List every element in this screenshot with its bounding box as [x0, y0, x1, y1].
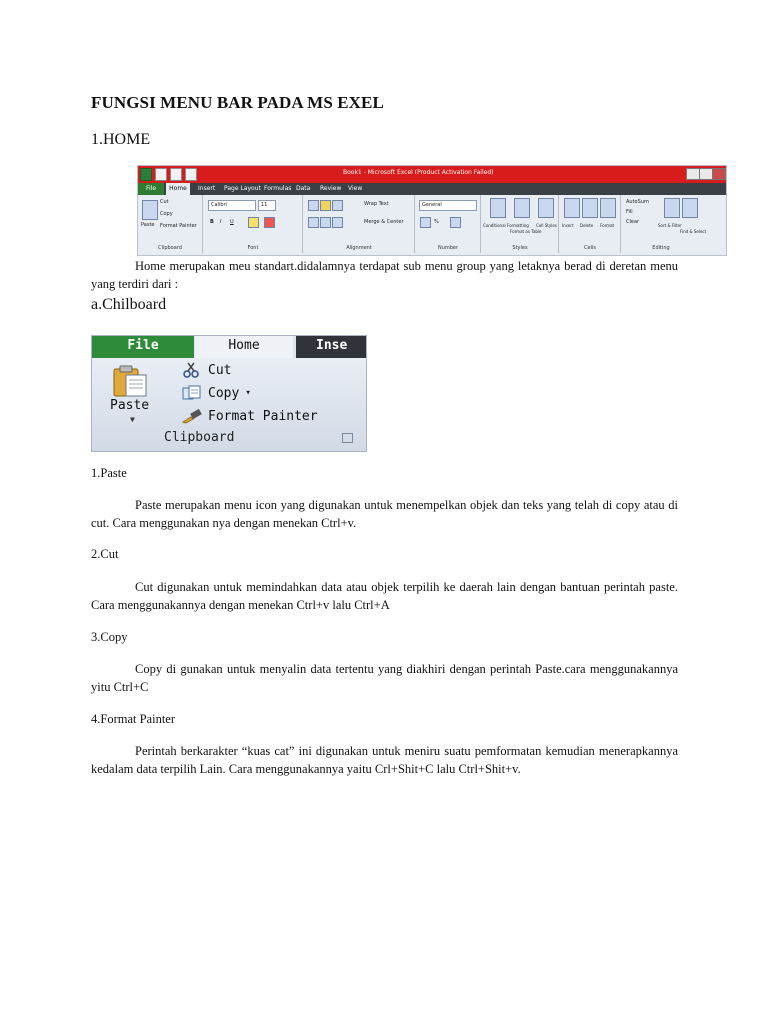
sort-filter-icon: [664, 198, 680, 218]
tab-data: Data: [296, 185, 311, 192]
paste-icon: [142, 200, 158, 220]
excel-ribbon-screenshot: [137, 165, 727, 256]
paste-label: Paste: [110, 398, 150, 413]
format-as-table-icon: [514, 198, 530, 218]
cut-label: Cut: [160, 199, 169, 205]
sort-filter-label: Sort & Filter: [658, 223, 682, 228]
italic-icon: I: [220, 219, 222, 225]
bold-icon: B: [210, 219, 214, 225]
tab-review: Review: [320, 185, 342, 192]
copy-label: Copy: [160, 211, 173, 217]
percent-icon: %: [434, 219, 439, 225]
subsection-heading-clipboard: a.Chilboard: [91, 296, 167, 313]
group-label-styles: Styles: [512, 245, 528, 251]
group-label-editing: Editing: [652, 245, 670, 251]
tab-page-layout: Page Layout: [224, 185, 261, 192]
clipboard-group-body: [92, 358, 366, 451]
format-cells-icon: [600, 198, 616, 218]
copy-icon: [182, 385, 202, 401]
chevron-down-icon: ▼: [130, 415, 135, 424]
find-select-icon: [682, 198, 698, 218]
cells-label-insert: Insert: [562, 223, 574, 228]
group-label-font: Font: [247, 245, 259, 251]
cells-label-delete: Delete: [580, 223, 594, 228]
underline-icon: U: [230, 219, 234, 225]
decimal-icon: [450, 217, 461, 228]
maximize-icon: [699, 168, 713, 180]
cell-styles-icon: [538, 198, 554, 218]
ribbon-group-styles: [482, 195, 559, 253]
align-right-icon: [332, 217, 343, 228]
save-icon: [155, 168, 167, 181]
clipboard-group-screenshot: [91, 335, 367, 452]
format-painter-label: Format Painter: [208, 408, 318, 424]
item-text-copy: Copy di gunakan untuk menyalin data tertentu yang diakhiri dengan perintah Paste.cara menggunakannya yitu Ctrl+C: [91, 662, 678, 694]
tab-home: Home: [195, 336, 293, 358]
tab-formulas: Formulas: [264, 185, 292, 192]
excel-window-title: Book1 - Microsoft Excel (Product Activation Failed): [343, 169, 494, 176]
excel-logo-icon: [140, 168, 152, 181]
group-label-clipboard: Clipboard: [158, 245, 182, 251]
ribbon-group-cells: [560, 195, 621, 253]
autosum-label: AutoSum: [626, 199, 649, 205]
item-label-cut: 2.Cut: [91, 547, 119, 561]
cut-label: Cut: [208, 362, 232, 378]
document-title: FUNGSI MENU BAR PADA MS EXEL: [91, 93, 384, 112]
wrap-text-label: Wrap Text: [364, 201, 389, 207]
fill-label: Fill: [626, 209, 633, 215]
ribbon-group-alignment: [304, 195, 415, 253]
ribbon-group-clipboard: [138, 195, 203, 253]
tab-view: View: [348, 185, 363, 192]
align-center-icon: [320, 217, 331, 228]
paste-label: Paste: [141, 222, 155, 228]
item-label-format-painter: 4.Format Painter: [91, 712, 176, 726]
clipboard-group-label: Clipboard: [164, 430, 235, 445]
align-bottom-icon: [332, 200, 343, 211]
ribbon-group-editing: [622, 195, 707, 253]
copy-label: Copy: [208, 385, 240, 401]
styles-label-cell: Cell Styles: [536, 223, 557, 228]
ribbon-tab-bar: [138, 183, 726, 195]
format-painter-label: Format Painter: [160, 223, 197, 229]
excel-title-bar: [138, 166, 726, 183]
tab-insert: Inse: [296, 336, 366, 358]
ribbon-group-number: [416, 195, 481, 253]
delete-cells-icon: [582, 198, 598, 218]
font-color-icon: [264, 217, 275, 228]
font-name-box: [208, 200, 256, 211]
styles-label-table: Format as Table: [510, 229, 542, 234]
item-label-paste: 1.Paste: [91, 466, 127, 480]
intro-paragraph: Home merupakan meu standart.didalamnya terdapat sub menu group yang letaknya berad di deretan menu yang terdiri dari :: [91, 259, 678, 291]
close-icon: [712, 168, 726, 180]
minimize-icon: [686, 168, 700, 180]
tab-insert: Insert: [198, 185, 216, 192]
redo-icon: [185, 168, 197, 181]
align-left-icon: [308, 217, 319, 228]
item-text-format-painter: Perintah berkarakter “kuas cat” ini digunakan untuk meniru suatu pemformatan kemudian menerapkannya kedalam data terpilih Lain. Cara menggunakannya yaitu Crl+Shit+C lalu Ctrl+Shit+v.: [91, 744, 678, 776]
font-size-value: 11: [261, 202, 268, 208]
item-text-cut: Cut digunakan untuk memindahkan data atau objek terpilih ke daerah lain dengan bantuan perintah paste. Cara menggunakannya dengan menekan Ctrl+v lalu Ctrl+A: [91, 580, 678, 612]
ribbon-group-font: [204, 195, 303, 253]
clear-label: Clear: [626, 219, 640, 225]
insert-cells-icon: [564, 198, 580, 218]
font-name-value: Calibri: [211, 202, 227, 208]
section-heading-home: 1.HOME: [91, 131, 151, 148]
tab-file: File: [92, 336, 194, 358]
item-label-copy: 3.Copy: [91, 630, 128, 644]
find-select-label: Find & Select: [680, 229, 707, 234]
paste-icon: [112, 364, 148, 398]
copy-row: [182, 385, 251, 401]
tab-file: File: [138, 183, 164, 195]
conditional-formatting-icon: [490, 198, 506, 218]
number-format-value: General: [422, 202, 442, 208]
font-size-box: [258, 200, 276, 211]
paintbrush-icon: [182, 408, 202, 424]
merge-center-label: Merge & Center: [364, 219, 404, 225]
cut-row: [182, 362, 231, 378]
format-painter-row: [182, 408, 318, 424]
scissors-icon: [182, 362, 202, 378]
group-label-alignment: Alignment: [346, 245, 372, 251]
clipboard-tab-strip: [92, 336, 366, 358]
align-top-icon: [308, 200, 319, 211]
dialog-launcher-icon: [342, 433, 353, 443]
group-label-number: Number: [437, 245, 459, 251]
quick-access-toolbar: [140, 168, 197, 181]
undo-icon: [170, 168, 182, 181]
item-text-paste: Paste merupakan menu icon yang digunakan untuk menempelkan objek dan teks yang telah di copy atau di cut. Cara menggunakan nya dengan menekan Ctrl+v.: [91, 498, 678, 530]
cells-label-format: Format: [600, 223, 615, 228]
tab-home: Home: [166, 183, 190, 195]
number-format-box: [419, 200, 477, 211]
align-middle-icon: [320, 200, 331, 211]
currency-icon: [420, 217, 431, 228]
fill-color-icon: [248, 217, 259, 228]
chevron-down-icon: ▾: [245, 388, 251, 398]
group-label-cells: Cells: [584, 245, 596, 251]
styles-label-conditional: Conditional Formatting: [483, 223, 529, 228]
